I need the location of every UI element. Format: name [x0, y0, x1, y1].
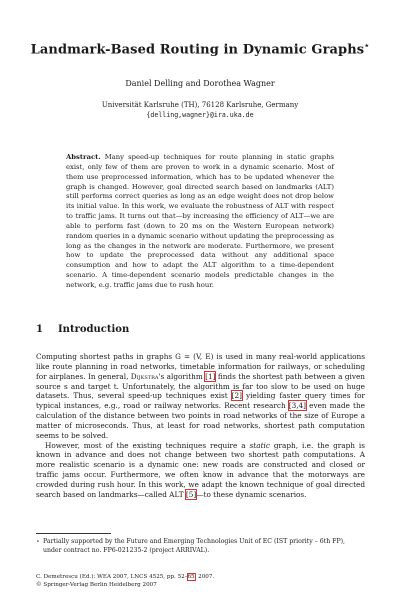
footnote-mark: ⋆: [36, 538, 40, 545]
text-run: , 2007.: [194, 574, 215, 580]
text-run: 's algorithm: [158, 371, 206, 381]
citation-link[interactable]: [3,4]: [288, 401, 307, 411]
page-link[interactable]: 65: [187, 574, 195, 580]
publication-info: [36, 573, 365, 590]
text-run: —to these dynamic scenarios.: [196, 489, 307, 499]
title-footnote-mark: ⋆: [364, 40, 370, 50]
footnote-text: Partially supported by the Future and Emerging Technologies Unit of EC (IST priority – 6th FP), under contract no. FP6-021235-2 (project ARRIVAL).: [43, 538, 345, 554]
citation-link[interactable]: [5]: [185, 489, 197, 499]
paper-authors: Daniel Delling and Dorothea Wagner: [125, 79, 275, 88]
section-heading: [36, 324, 366, 335]
text-run: yielding faster query times for typical instances, e.g., road or railway networks. Recent research: [36, 391, 365, 411]
abstract-label: Abstract.: [66, 153, 101, 161]
citation-link[interactable]: [2]: [231, 391, 243, 401]
citation-link[interactable]: [1]: [205, 371, 216, 381]
text-run: C. Demetrescu (Ed.): WEA 2007, LNCS 4525, pp. 52–: [36, 574, 188, 580]
section-number: 1: [36, 324, 43, 335]
text-run: Computing shortest paths in graphs G = (V, E) is used in many real-world applications like route planning in road networks, timetable information for railways, or scheduling for airplanes. In general,: [36, 352, 365, 381]
dijkstra-name: Dijkstra: [130, 371, 159, 381]
paragraph-1: [36, 352, 365, 441]
affiliation-block: [0, 100, 400, 120]
text-run: graph, i.e. the graph is known in advance and does not change between two shortest path computations. A more realistic scenario is a dynamic one: new roads are constructed and closed or traffic jams occur. Furthermore, we often know in advance that the motorways are crowded during rush hour. In this work, we adapt the known technique of goal directed search based on landmarks—called ALT: [36, 440, 365, 499]
text-run: even made the calculation of the distance between two points in road networks of the size of Europe a matter of microseconds. Thus, at least for road networks, shortest path computation seems to be solved.: [36, 401, 365, 440]
publication-line: [36, 573, 365, 581]
footnote-rule: [36, 533, 111, 534]
paragraph-2: [36, 441, 365, 500]
text-run: However, most of the existing techniques require a: [45, 440, 250, 450]
emphasis-static: static: [249, 440, 270, 450]
author-email: {delling,wagner}@ira.uka.de: [146, 111, 254, 119]
abstract: [66, 153, 334, 291]
paper-title: [0, 40, 400, 57]
abstract-text: Many speed-up techniques for route planning in static graphs exist, only few of them are proven to work in a dynamic scenario. Most of them use preprocessed information, which has to be updated whenever the graph is changed. However, goal directed search based on landmarks (ALT) still performs correct queries as long as an edge weight does not drop below its initial value. In this work, we evaluate the robustness of ALT with respect to traffic jams. It turns out that—by increasing the efficiency of ALT—we are able to perform fast (down to 20 ms on the Western European network) random queries in a dynamic scenario without updating the preprocessing as long as the changes in the network are moderate. Furthermore, we present how to update the preprocessed data without any additional space consumption and how to adapt the ALT algorithm to a time-dependent scenario. A time-dependent scenario models predictable changes in the network, e.g. traffic jams due to rush hour.: [66, 153, 334, 289]
footnote: [36, 538, 365, 555]
title-text: Landmark-Based Routing in Dynamic Graphs: [30, 42, 365, 58]
text-run: finds the shortest path between a given source s and target t. Unfortunately, the algorithm is far too slow to be used on huge datasets. Thus, several speed-up techniques exist: [36, 371, 365, 401]
section-title: Introduction: [58, 324, 130, 335]
copyright-line: © Springer-Verlag Berlin Heidelberg 2007: [36, 582, 157, 589]
affiliation: Universität Karlsruhe (TH), 76128 Karlsruhe, Germany: [101, 101, 299, 109]
section-body: [36, 352, 365, 500]
